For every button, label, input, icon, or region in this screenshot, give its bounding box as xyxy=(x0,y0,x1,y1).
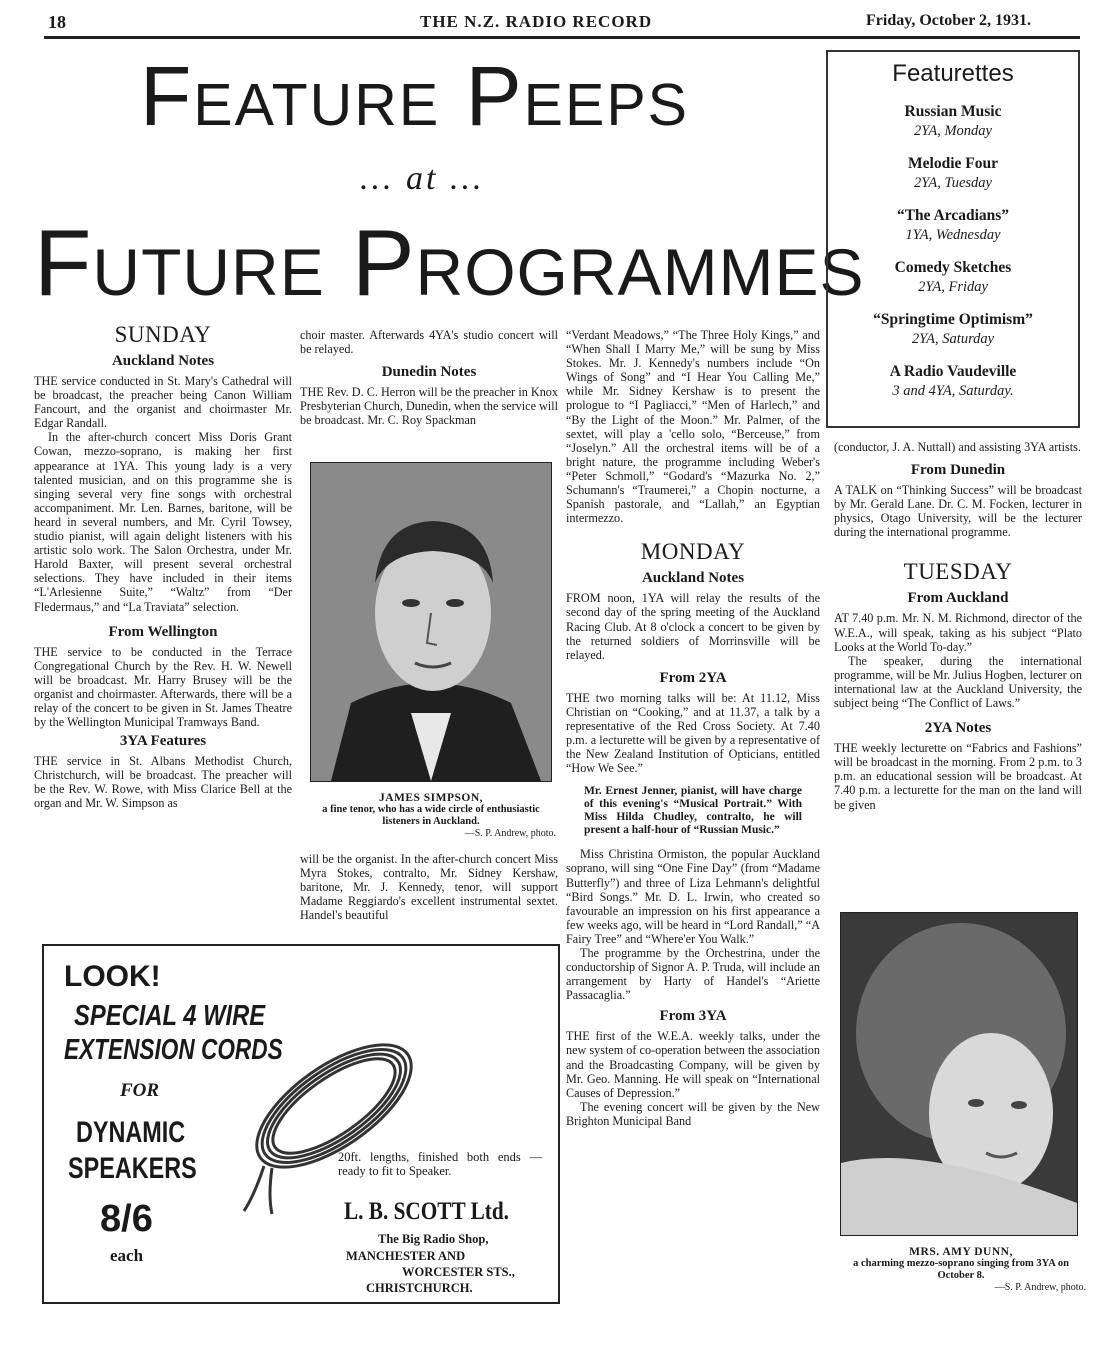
featurettes-list xyxy=(828,102,1078,400)
ad-address1: MANCHESTER AND xyxy=(346,1249,466,1263)
featurette-name: Melodie Four xyxy=(908,155,998,172)
photo-credit: —S. P. Andrew, photo. xyxy=(464,828,556,839)
publication-title: THE N.Z. RADIO RECORD xyxy=(420,12,653,31)
monday-heading: MONDAY xyxy=(640,539,746,565)
monday-auckland-text xyxy=(566,591,820,661)
column-1 xyxy=(34,322,292,811)
monday-2ya-heading: From 2YA xyxy=(659,669,727,686)
column-2 xyxy=(300,328,558,427)
featurette-name: Comedy Sketches xyxy=(894,259,1012,276)
col4-dunedin-p1: A TALK on “Thinking Success” will be broadcast by Mr. Gerald Lane. Dr. C. M. Focken, lecturer in physics, Otago University, will be the lecturer during the international programme. xyxy=(834,483,1082,540)
tuesday-heading: TUESDAY xyxy=(903,559,1013,585)
col4-dunedin-text xyxy=(834,483,1082,539)
headline-line2: Future Programmes xyxy=(34,210,865,315)
featurettes-box xyxy=(826,50,1080,428)
monday-2ya-p1: THE two morning talks will be: At 11.12, Miss Christian on “Cooking,” and at 11.37, a talk by a representative of the Red Cross Society. At 7.40 p.m. a lecturette will be given by a representative of the New Zealand Institution of Opticians, entitled “How We See.” xyxy=(566,690,820,776)
ad-price: 8/6 xyxy=(100,1198,153,1240)
ad-address3: CHRISTCHURCH. xyxy=(366,1281,473,1295)
james-simpson-caption xyxy=(306,792,556,839)
features-p1: THE service in St. Albans Methodist Church, Christchurch, will be broadcast. The preacher will be the Rev. W. Rowe, with Miss Clarice Bell at the organ and Mr. W. Simpson as xyxy=(34,754,292,811)
ad-description: 20ft. lengths, finished both ends — ready to fit to Speaker. xyxy=(338,1150,542,1178)
tuesday-2ya-text xyxy=(834,741,1082,811)
col2-bottom xyxy=(300,852,558,922)
portrait-illustration xyxy=(841,913,1077,1235)
featurette-station: 2YA, Tuesday xyxy=(914,175,992,191)
featurette-name: “Springtime Optimism” xyxy=(873,311,1033,328)
monday-2ya-p2: Miss Christina Ormiston, the popular Auckland soprano, will sing “One Fine Day” (from “Madame Butterfly”) and three of Liza Lehmann's delightful “Bird Songs.” Mr. D. L. Irwin, who created so favourable an impression on his first appearance a few weeks ago, will be heard in “Lord Randall,” “A Fairy Tree” and “Where'er You Walk.” xyxy=(566,847,820,946)
monday-2ya-more xyxy=(566,847,820,1002)
tuesday-auckland-heading: From Auckland xyxy=(907,590,1009,607)
monday-3ya-p1: THE first of the W.E.A. weekly talks, under the new system of co-operation between the association and the Broadcasting Company, will be given by Mr. Geo. Manning. He will speak on “International Causes of Depression.” xyxy=(566,1029,820,1100)
ad-look: LOOK! xyxy=(64,960,161,993)
amy-dunn-caption xyxy=(836,1246,1086,1293)
col2-bottom-text xyxy=(300,852,558,922)
featurette-name: “The Arcadians” xyxy=(896,207,1010,224)
ad-company: L. B. SCOTT Ltd. xyxy=(344,1198,509,1225)
ad-each: each xyxy=(110,1246,144,1265)
portrait-illustration xyxy=(311,463,551,781)
wellington-p1: THE service to be conducted in the Terrace Congregational Church by the Rev. H. W. Newell will be broadcast. Mr. Harry Brusey will be the organist and choirmaster. Afterwards, there will be a relay of the concert to be given in St. James Theatre by the Wellington Municipal Tramways Band. xyxy=(34,644,292,730)
sunday-auckland-heading: Auckland Notes xyxy=(111,353,215,369)
featurette-name: A Radio Vaudeville xyxy=(889,363,1017,380)
ad-address2: WORCESTER STS., xyxy=(402,1265,515,1279)
photo-name: JAMES SIMPSON, xyxy=(378,792,484,804)
sunday-auckland-p2: In the after-church concert Miss Doris Grant Cowan, mezzo-soprano, is making her first appearance at 1YA. This young lady is a very talented musician, and on this programme she is singing several very fine songs with orchestral accompaniment. Mr. Len. Barnes, baritone, will be heard in several numbers, and Mr. Cyril Towsey, studio pianist, will again delight listeners with his artistic solo work. The Salon Orchestra, under Mr. Harold Baxter, will present several orchestral selections. They have included in their items “L'Arlesienne Suite,” “Waltz” from “Der Fledermaus,” and “La Traviata” selection. xyxy=(34,430,292,614)
ad-line3: DYNAMIC xyxy=(76,1116,186,1149)
col2-top-text xyxy=(300,328,558,356)
amy-dunn-photo xyxy=(840,912,1078,1236)
monday-auckland-heading: Auckland Notes xyxy=(641,570,745,587)
col4-dunedin-heading: From Dunedin xyxy=(910,462,1006,479)
featurette-station: 3 and 4YA, Saturday. xyxy=(892,383,1014,399)
cord-coil-icon xyxy=(224,996,444,1216)
col4-top-text xyxy=(834,440,1082,454)
advertisement-box xyxy=(42,944,560,1304)
photo-caption: a charming mezzo-soprano singing from 3YA on October 8. xyxy=(853,1258,1069,1281)
sunday-auckland-text xyxy=(34,374,292,614)
dunedin-heading: Dunedin Notes xyxy=(381,364,477,381)
ad-line2: EXTENSION CORDS xyxy=(64,1034,283,1066)
issue-date: Friday, October 2, 1931. xyxy=(866,12,1032,29)
monday-auckland-p1: FROM noon, 1YA will relay the results of the second day of the spring meeting of the Auckland Racing Club. At 8 o'clock a concert to be given by the returned soldiers of Morrinsville will be relayed. xyxy=(566,591,820,662)
column-3 xyxy=(566,328,820,1128)
monday-3ya-text xyxy=(566,1029,820,1128)
photo-name: MRS. AMY DUNN, xyxy=(909,1246,1013,1258)
features-heading: 3YA Features xyxy=(119,733,207,750)
featurette-station: 2YA, Friday xyxy=(918,279,988,295)
monday-2ya-text xyxy=(566,691,820,776)
headline-connector: ... at ... xyxy=(360,160,485,197)
james-simpson-photo xyxy=(310,462,552,782)
monday-2ya-p3: The programme by the Orchestrina, under the conductorship of Signor A. P. Truda, will include an arrangement by Harty of Handel's “Ariette Passacaglia.” xyxy=(566,946,820,1003)
wellington-text xyxy=(34,645,292,730)
col2-bottom-p: will be the organist. In the after-church concert Miss Myra Stokes, contralto, Mr. Sidney Kershaw, baritone, Mr. J. Kennedy, tenor, will support Madame Reggiardo's excellent instrumental sextet. Handel's beautiful xyxy=(300,852,558,923)
col3-top-text xyxy=(566,328,820,525)
photo-caption: a fine tenor, who has a wide circle of enthusiastic listeners in Auckland. xyxy=(322,804,540,827)
tuesday-auckland-p2: The speaker, during the international programme, will be Mr. Julius Hogben, lecturer on international law at the Auckland University, the subject being “The Conflict of Laws.” xyxy=(834,653,1082,711)
tuesday-auckland-p1: AT 7.40 p.m. Mr. N. M. Richmond, director of the W.E.A., will speak, taking as his subject “Plato Looks at the World To-day.” xyxy=(834,611,1082,654)
masthead-rule xyxy=(44,36,1080,39)
ad-line1: SPECIAL 4 WIRE xyxy=(74,1000,266,1032)
featurettes-title: Featurettes xyxy=(892,60,1014,87)
col4-top-p: (conductor, J. A. Nuttall) and assisting 3YA artists. xyxy=(834,440,1081,454)
tuesday-2ya-heading: 2YA Notes xyxy=(924,720,992,737)
dunedin-p1: THE Rev. D. C. Herron will be the preacher in Knox Presbyterian Church, Dunedin, when the service will be broadcast. Mr. C. Roy Spackman xyxy=(300,385,558,428)
ad-line4: SPEAKERS xyxy=(68,1152,197,1185)
page-number: 18 xyxy=(48,12,66,32)
col2-top-p: choir master. Afterwards 4YA's studio concert will be relayed. xyxy=(300,328,558,357)
featurette-name: Russian Music xyxy=(904,103,1002,120)
wellington-heading: From Wellington xyxy=(108,623,218,640)
column-4 xyxy=(834,440,1082,812)
ad-for: FOR xyxy=(120,1080,160,1101)
sunday-heading: SUNDAY xyxy=(114,322,212,347)
col3-top-p: “Verdant Meadows,” “The Three Holy Kings,” and “When Shall I Marry Me,” will be sung by Miss Stokes. Mr. J. Kennedy's numbers include “On Wings of Song” and “I Hear You Calling Me,” while Mr. Sidney Kershaw is to present the prologue to “I Pagliacci,” “Men of Harlech,” and “By the Light of the Moon.” Mr. Palmer, of the sextet, will play a 'cello solo, “Berceuse,” from “Joselyn.” All the orchestral items will be of a bright nature, the programme including Weber's “Peter Schmoll,” “Godard's “Mazurka No. 2,” Schumann's “Traumerei,” a Chopin nocturne, a Spanish pastorale, and “Lallah,” an Egyptian intermezzo. xyxy=(566,328,820,526)
monday-3ya-heading: From 3YA xyxy=(659,1008,727,1025)
featurette-station: 1YA, Wednesday xyxy=(905,227,1001,243)
sunday-auckland-p1: THE service conducted in St. Mary's Cathedral will be broadcast, the preacher being Canon William Fancourt, and the organist and choirmaster Mr. Edgar Randall. xyxy=(34,374,292,431)
dunedin-text xyxy=(300,385,558,427)
monday-3ya-p2: The evening concert will be given by the New Brighton Municipal Band xyxy=(566,1099,820,1128)
featurette-station: 2YA, Monday xyxy=(914,123,992,139)
photo-credit: —S. P. Andrew, photo. xyxy=(994,1282,1086,1293)
monday-box-note: Mr. Ernest Jenner, pianist, will have charge of this evening's “Musical Portrait.” With Miss Hilda Chudley, contralto, he will present a half-hour of “Russian Music.” xyxy=(584,785,802,837)
tuesday-auckland-text xyxy=(834,611,1082,710)
featurette-station: 2YA, Saturday xyxy=(911,331,995,347)
tuesday-2ya-p1: THE weekly lecturette on “Fabrics and Fashions” will be broadcast in the morning. From 2 p.m. to 3 p.m. an educational session will be broadcast. At 7.40 p.m. a lecturette for the man on the land will be given xyxy=(834,741,1082,812)
features-text xyxy=(34,754,292,810)
ad-shop: The Big Radio Shop, xyxy=(378,1232,489,1246)
headline-line1: Feature Peeps xyxy=(140,49,690,143)
